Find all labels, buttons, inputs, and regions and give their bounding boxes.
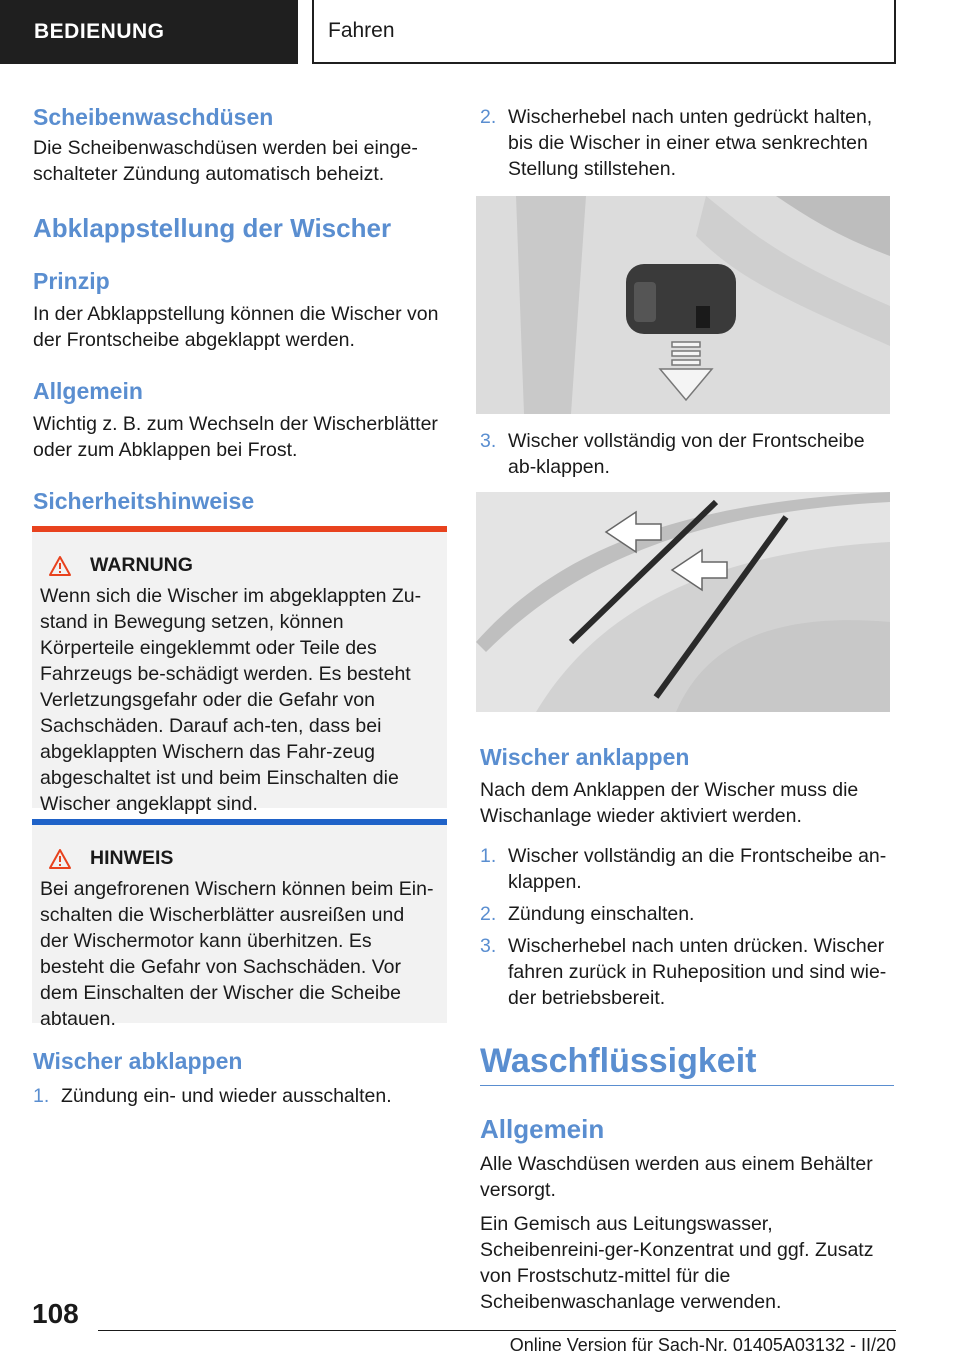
warning-triangle-icon (48, 848, 72, 870)
wipers-folded-image (476, 492, 890, 712)
washer-nozzles-text: Die Scheibenwaschdüsen werden bei einge-schalteter Zündung automatisch beheizt. (33, 137, 418, 185)
step-text: Zündung einschalten. (508, 903, 695, 925)
step-text: Wischerhebel nach unten drücken. Wischer fahren zurück in Ruheposition und sind wie-der betriebsbereit. (508, 935, 887, 1009)
fold-out-step-2 (480, 104, 892, 182)
principle-text: In der Abklappstellung können die Wischer von der Frontscheibe abgeklappt werden. (33, 303, 439, 351)
wiper-lever-illustration (476, 196, 890, 414)
fluid-general-heading: Allgemein (480, 1114, 605, 1144)
step-text: Zündung ein- und wieder ausschalten. (61, 1085, 392, 1107)
wiper-lever-image (476, 196, 890, 414)
washer-nozzles-section (33, 104, 443, 187)
fluid-section (480, 1042, 894, 1086)
step-number: 1. (480, 845, 497, 867)
general-heading: Allgemein (33, 378, 143, 404)
washer-nozzles-heading: Scheibenwaschdüsen (33, 104, 274, 130)
footer-rule (98, 1330, 896, 1331)
chapter-tab (312, 0, 896, 64)
fluid-general-text-1: Alle Waschdüsen werden aus einem Behälter versorgt. (480, 1153, 873, 1201)
section-tab (0, 0, 298, 64)
fold-out-heading: Wischer abklappen (33, 1048, 243, 1074)
notice-title (40, 847, 437, 870)
warning-box (32, 532, 447, 815)
step-text: Wischer vollständig an die Frontscheibe an-klappen. (508, 845, 887, 893)
fold-in-steps (480, 843, 892, 1011)
fold-out-section (33, 1048, 443, 1109)
fluid-general-section (480, 1114, 894, 1315)
step-text: Wischerhebel nach unten gedrückt halten, bis die Wischer in einer etwa senkrechten Stellung stillstehen. (508, 106, 873, 180)
principle-heading: Prinzip (33, 268, 110, 294)
safety-section (33, 488, 443, 515)
list-item (480, 933, 892, 1011)
fluid-general-text-2: Ein Gemisch aus Leitungswasser, Scheibenreini-ger-Konzentrat und ggf. Zusatz von Frostschutz-mittel für die Scheibenwaschanlage verwenden. (480, 1213, 874, 1313)
chapter-title: Fahren (328, 19, 395, 42)
notice-label: HINWEIS (90, 847, 174, 869)
step-text: Wischer vollständig von der Frontscheibe ab-klappen. (508, 430, 865, 478)
list-item (480, 104, 892, 182)
step-number: 1. (33, 1085, 50, 1107)
fluid-heading: Waschflüssigkeit (480, 1042, 757, 1080)
notice-box (32, 825, 447, 1030)
heading-rule (480, 1085, 894, 1086)
list-item (480, 428, 892, 480)
wipers-folded-illustration (476, 492, 890, 712)
general-text: Wichtig z. B. zum Wechseln der Wischerblätter oder zum Abklappen bei Frost. (33, 413, 438, 461)
list-item (480, 901, 892, 927)
fold-position-heading: Abklappstellung der Wischer (33, 213, 392, 243)
safety-heading: Sicherheitshinweise (33, 488, 255, 514)
warning-text: Wenn sich die Wischer im abgeklappten Zu-stand in Bewegung setzen, können Körperteile eingeklemmt oder Teile des Fahrzeugs be-schädigt werden. Es besteht Verletzungsgefahr oder die Gefahr von Sachschäden. Darauf ach-ten, dass bei abgeklappten Wischern das Fahr-zeug abgeschaltet ist und beim Einschalten die Wischer angeklappt sind. (40, 585, 422, 815)
principle-section (33, 268, 443, 353)
fold-out-step-3 (480, 428, 892, 480)
fold-position-section (33, 213, 443, 244)
warning-title (40, 554, 437, 577)
step-number: 3. (480, 935, 497, 957)
list-item (480, 843, 892, 895)
fold-in-heading: Wischer anklappen (480, 744, 690, 770)
step-number: 2. (480, 106, 497, 128)
fold-in-text: Nach dem Anklappen der Wischer muss die Wischanlage wieder aktiviert werden. (480, 779, 859, 827)
step-number: 2. (480, 903, 497, 925)
general-section (33, 378, 443, 463)
online-version-text: Online Version für Sach-Nr. 01405A03132 - II/20 (509, 1335, 896, 1355)
section-title: BEDIENUNG (34, 20, 165, 43)
list-item (33, 1083, 443, 1109)
fold-in-section (480, 744, 892, 1011)
notice-text: Bei angefrorenen Wischern können beim Ein-schalten die Wischerblätter ausreißen und der Wischermotor kann überhitzen. Es besteht die Gefahr von Sachschäden. Vor dem Einschalten der Wischer die Scheibe abtauen. (40, 878, 434, 1030)
page-number: 108 (32, 1298, 79, 1329)
warning-label: WARNUNG (90, 554, 193, 576)
step-number: 3. (480, 430, 497, 452)
warning-triangle-icon (48, 555, 72, 577)
